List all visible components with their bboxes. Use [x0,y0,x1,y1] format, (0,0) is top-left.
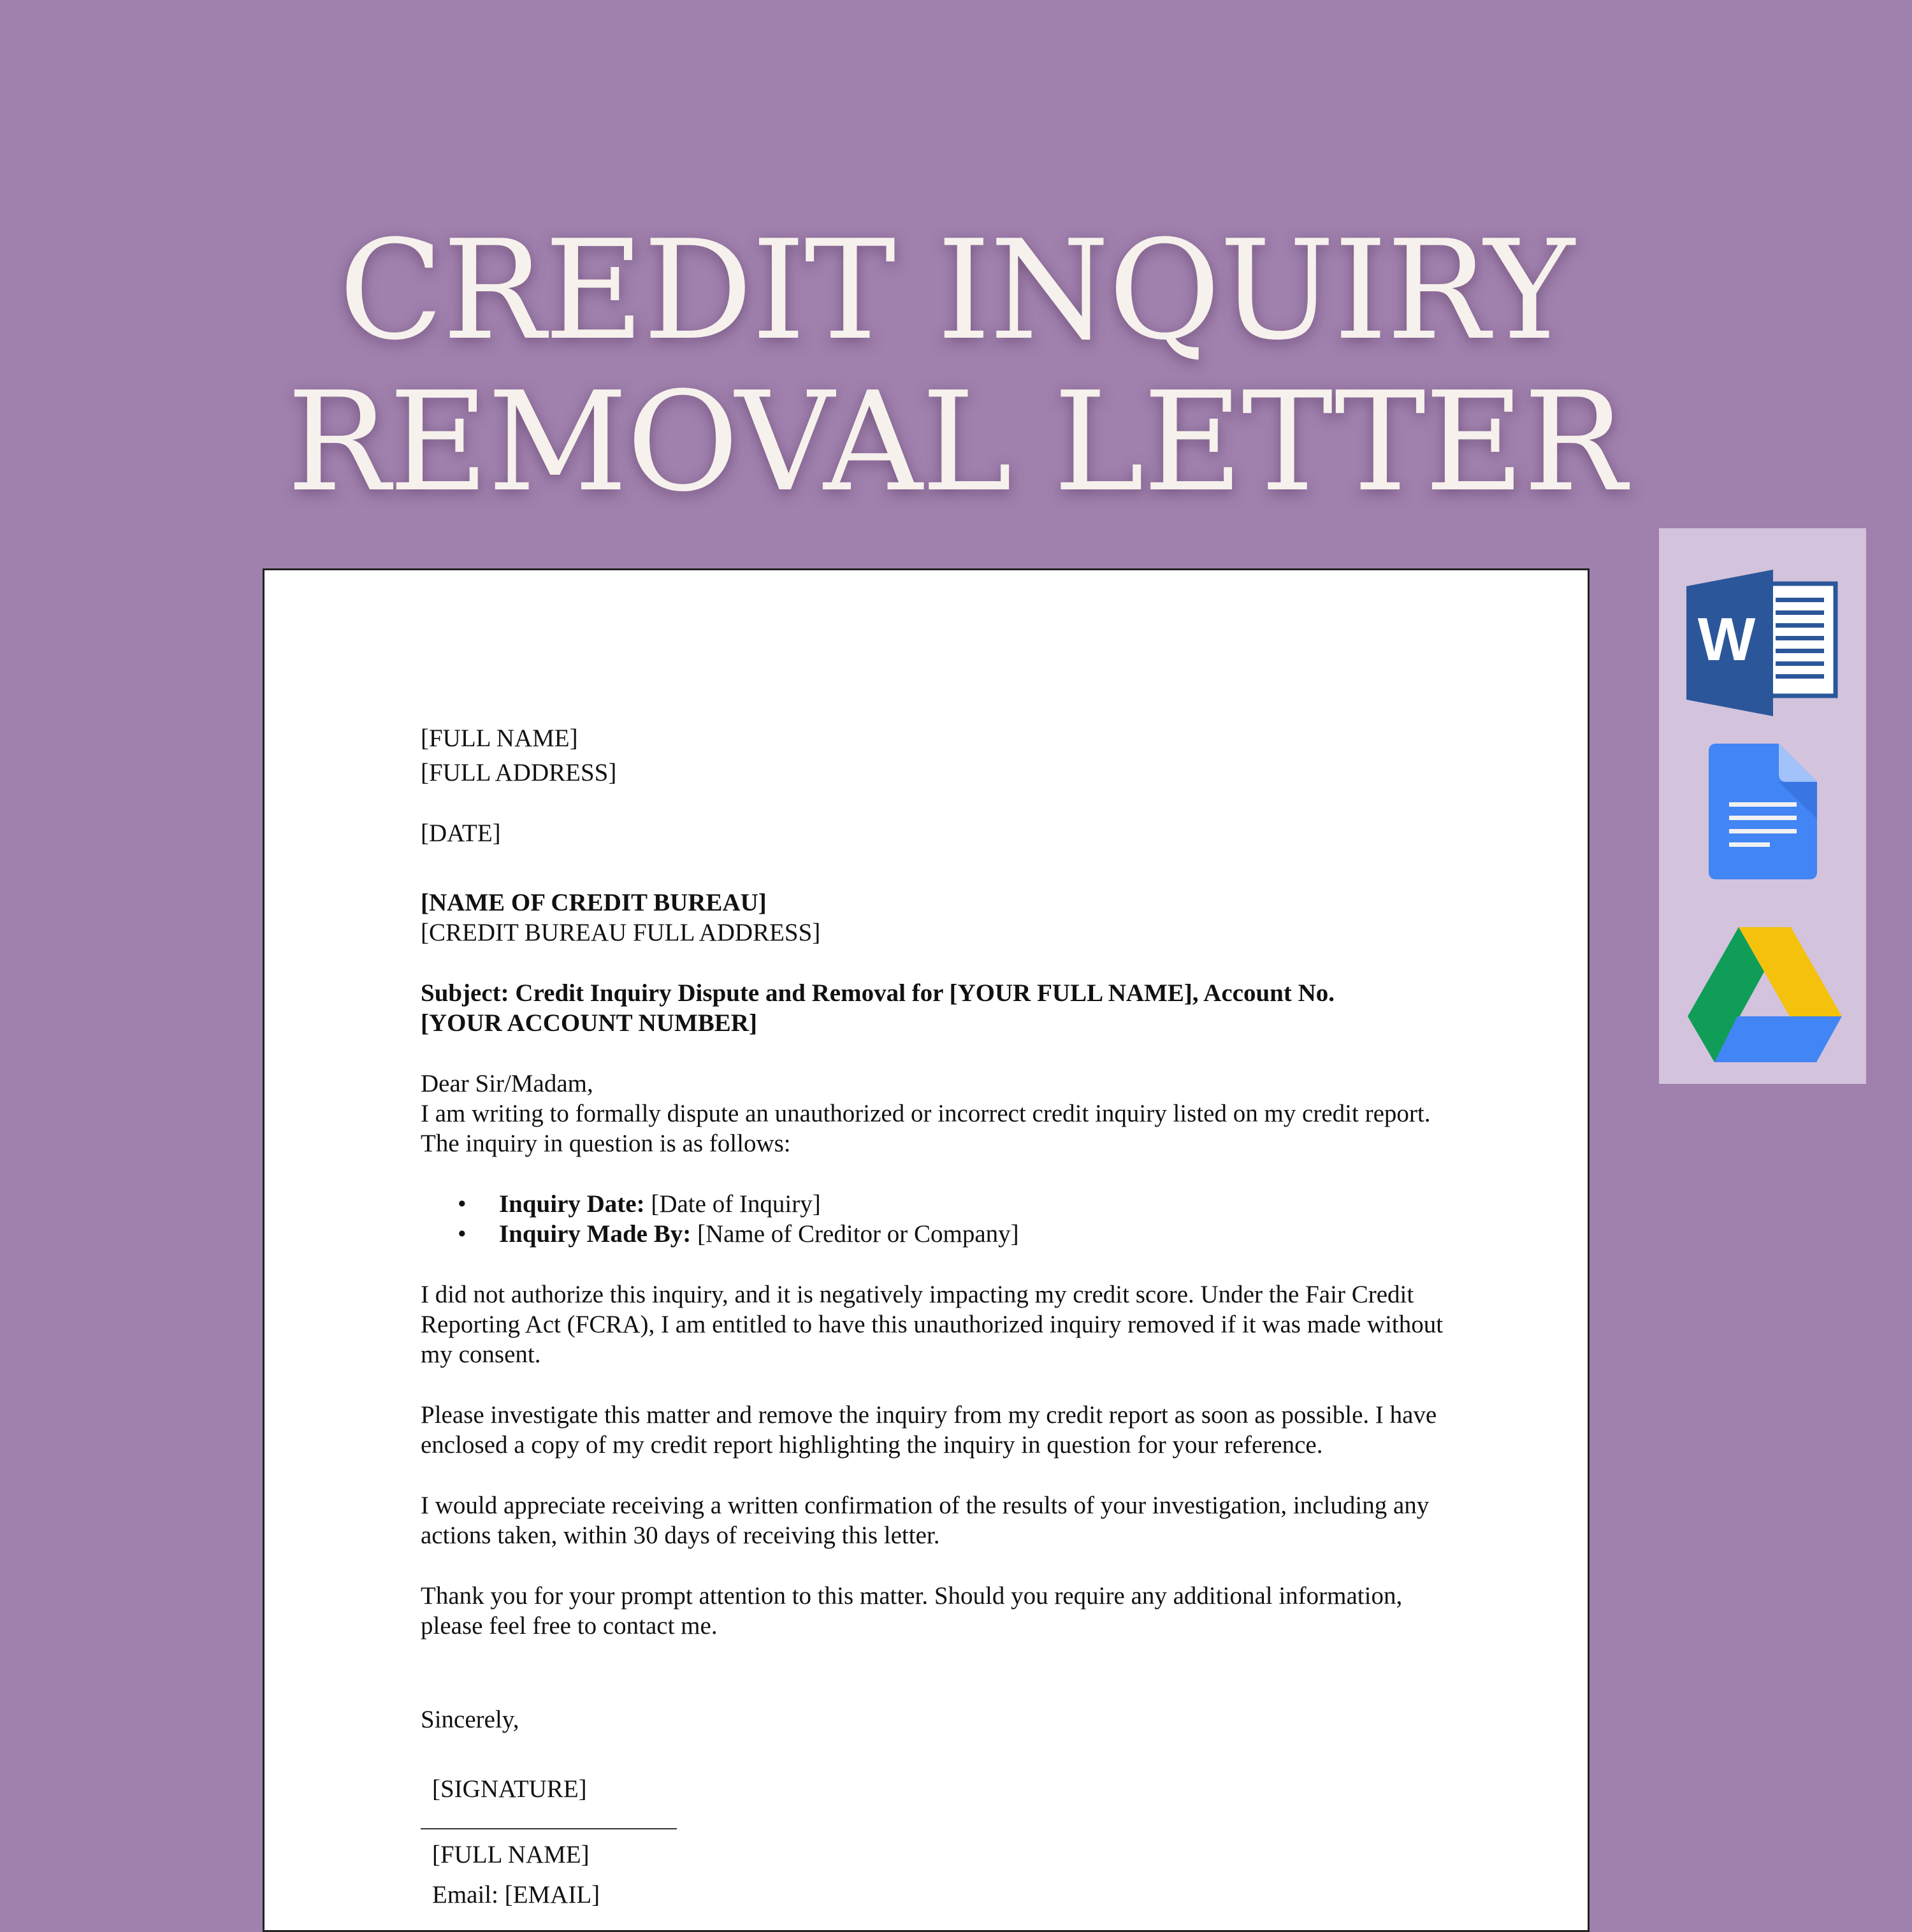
paragraph-4: Thank you for your prompt attention to this matter. Should you require any additional information, please feel free to contact me. [421,1582,1403,1640]
sender-address: [FULL ADDRESS] [421,759,617,786]
intro-paragraph: I am writing to formally dispute an unauthorized or incorrect credit inquiry listed on my credit report. The inquiry in question is as follows: [421,1100,1431,1157]
title-line-1: CREDIT INQUIRY [338,210,1574,370]
word-letter: W [1697,605,1756,674]
bureau-name: [NAME OF CREDIT BUREAU] [421,889,767,916]
bureau-address: [CREDIT BUREAU FULL ADDRESS] [421,919,821,946]
app-icons-panel [1659,528,1866,1084]
bullet: • [458,1190,467,1218]
subject-line-1: Subject: Credit Inquiry Dispute and Removal for [YOUR FULL NAME], Account No. [421,979,1335,1007]
paragraph-2: Please investigate this matter and remove the inquiry from my credit report as soon as possible. I have enclosed a copy of my credit report highlighting the inquiry in question for your reference. [421,1401,1437,1459]
google-docs-icon[interactable] [1709,744,1817,879]
item-label: Inquiry Date: [499,1190,645,1218]
bullet: • [458,1220,467,1248]
list-item [421,1219,1453,1249]
microsoft-word-icon[interactable] [1686,570,1838,716]
list-item [421,1189,1453,1219]
item-label: Inquiry Made By: [499,1220,692,1248]
letter-date: [DATE] [421,819,501,847]
paragraph-3: I would appreciate receiving a written confirmation of the results of your investigation, including any actions taken, within 30 days of receiving this letter. [421,1492,1430,1549]
title-line-2: REMOVAL LETTER [287,362,1625,522]
signer-name: [FULL NAME] [432,1841,590,1868]
closing: Sincerely, [421,1706,519,1733]
subject-line-2: [YOUR ACCOUNT NUMBER] [421,1009,757,1037]
signer-email: Email: [EMAIL] [432,1881,600,1908]
item-value: [Date of Inquiry] [644,1190,821,1218]
google-drive-icon[interactable] [1688,927,1842,1062]
item-value: [Name of Creditor or Company] [691,1220,1019,1248]
letter-body [421,723,1453,1910]
inquiry-list [421,1189,1453,1249]
signature-line [421,1828,677,1829]
letter-page [263,568,1590,1932]
signature: [SIGNATURE] [432,1775,587,1803]
salutation: Dear Sir/Madam, [421,1070,593,1097]
sender-name: [FULL NAME] [421,724,578,752]
paragraph-1: I did not authorize this inquiry, and it is negatively impacting my credit score. Under the Fair Credit Reporting Act (FCRA), I am entitled to have this unauthorized inquiry removed if it was made without my consent. [421,1281,1444,1368]
